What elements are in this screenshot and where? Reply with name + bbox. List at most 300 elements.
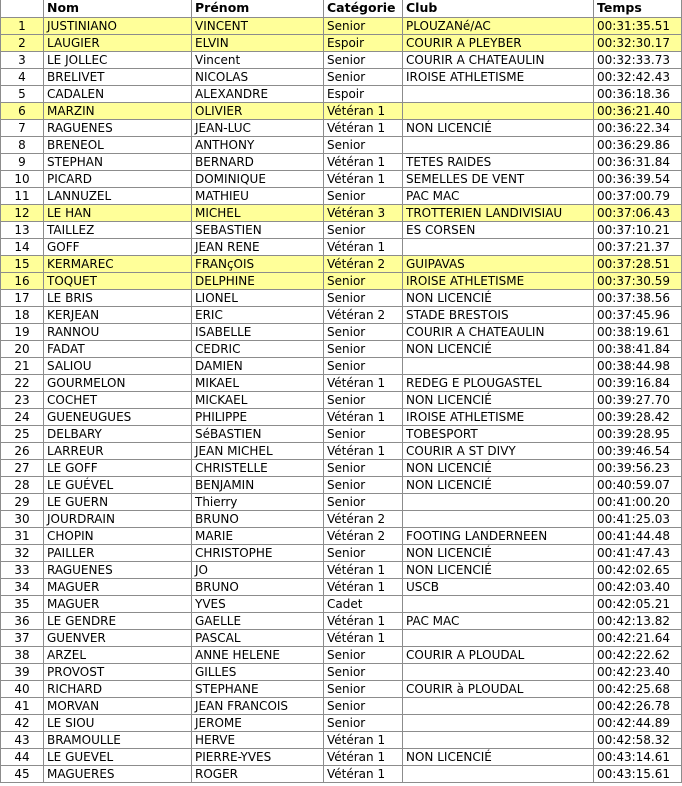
table-row xyxy=(1,136,682,153)
rank-cell: 33 xyxy=(1,561,44,578)
prenom-cell: OLIVIER xyxy=(192,102,324,119)
nom-cell: BRAMOULLE xyxy=(44,731,192,748)
nom-cell: MAGUERES xyxy=(44,765,192,782)
club-cell: IROISE ATHLETISME xyxy=(403,408,594,425)
table-row xyxy=(1,680,682,697)
nom-cell: LANNUZEL xyxy=(44,187,192,204)
rank-cell: 20 xyxy=(1,340,44,357)
prenom-cell: MATHIEU xyxy=(192,187,324,204)
categorie-cell: Vétéran 1 xyxy=(324,612,403,629)
temps-cell: 00:41:25.03 xyxy=(594,510,682,527)
table-row xyxy=(1,459,682,476)
club-cell: NON LICENCIÉ xyxy=(403,476,594,493)
prenom-cell: CHRISTOPHE xyxy=(192,544,324,561)
prenom-cell: PHILIPPE xyxy=(192,408,324,425)
club-cell xyxy=(403,629,594,646)
club-cell xyxy=(403,510,594,527)
nom-cell: COCHET xyxy=(44,391,192,408)
categorie-cell: Senior xyxy=(324,289,403,306)
nom-cell: MARZIN xyxy=(44,102,192,119)
temps-cell: 00:42:25.68 xyxy=(594,680,682,697)
categorie-cell: Senior xyxy=(324,17,403,34)
table-row xyxy=(1,646,682,663)
rank-cell: 11 xyxy=(1,187,44,204)
header-nom: Nom xyxy=(44,0,192,17)
header-rank xyxy=(1,0,44,17)
categorie-cell: Espoir xyxy=(324,34,403,51)
temps-cell: 00:41:47.43 xyxy=(594,544,682,561)
temps-cell: 00:41:00.20 xyxy=(594,493,682,510)
categorie-cell: Vétéran 2 xyxy=(324,527,403,544)
categorie-cell: Senior xyxy=(324,476,403,493)
categorie-cell: Vétéran 2 xyxy=(324,306,403,323)
rank-cell: 8 xyxy=(1,136,44,153)
temps-cell: 00:37:45.96 xyxy=(594,306,682,323)
prenom-cell: NICOLAS xyxy=(192,68,324,85)
categorie-cell: Vétéran 1 xyxy=(324,170,403,187)
rank-cell: 25 xyxy=(1,425,44,442)
temps-cell: 00:37:10.21 xyxy=(594,221,682,238)
club-cell: NON LICENCIÉ xyxy=(403,561,594,578)
prenom-cell: SEBASTIEN xyxy=(192,221,324,238)
temps-cell: 00:42:02.65 xyxy=(594,561,682,578)
rank-cell: 1 xyxy=(1,17,44,34)
table-row xyxy=(1,476,682,493)
nom-cell: KERJEAN xyxy=(44,306,192,323)
nom-cell: DELBARY xyxy=(44,425,192,442)
table-row xyxy=(1,408,682,425)
temps-cell: 00:37:30.59 xyxy=(594,272,682,289)
rank-cell: 10 xyxy=(1,170,44,187)
club-cell: COURIR A CHATEAULIN xyxy=(403,51,594,68)
rank-cell: 36 xyxy=(1,612,44,629)
prenom-cell: CHRISTELLE xyxy=(192,459,324,476)
table-row xyxy=(1,34,682,51)
club-cell: TETES RAIDES xyxy=(403,153,594,170)
prenom-cell: MICHEL xyxy=(192,204,324,221)
temps-cell: 00:32:30.17 xyxy=(594,34,682,51)
temps-cell: 00:39:28.42 xyxy=(594,408,682,425)
club-cell: NON LICENCIÉ xyxy=(403,748,594,765)
rank-cell: 31 xyxy=(1,527,44,544)
rank-cell: 12 xyxy=(1,204,44,221)
temps-cell: 00:41:44.48 xyxy=(594,527,682,544)
table-row xyxy=(1,153,682,170)
temps-cell: 00:37:21.37 xyxy=(594,238,682,255)
categorie-cell: Senior xyxy=(324,646,403,663)
table-row xyxy=(1,272,682,289)
prenom-cell: BRUNO xyxy=(192,578,324,595)
categorie-cell: Senior xyxy=(324,68,403,85)
nom-cell: LE GUÉVEL xyxy=(44,476,192,493)
categorie-cell: Senior xyxy=(324,391,403,408)
prenom-cell: GILLES xyxy=(192,663,324,680)
nom-cell: JUSTINIANO xyxy=(44,17,192,34)
prenom-cell: DOMINIQUE xyxy=(192,170,324,187)
temps-cell: 00:38:19.61 xyxy=(594,323,682,340)
club-cell: COURIR A PLOUDAL xyxy=(403,646,594,663)
rank-cell: 4 xyxy=(1,68,44,85)
table-row xyxy=(1,17,682,34)
categorie-cell: Vétéran 1 xyxy=(324,765,403,782)
categorie-cell: Senior xyxy=(324,221,403,238)
prenom-cell: GAELLE xyxy=(192,612,324,629)
nom-cell: CADALEN xyxy=(44,85,192,102)
nom-cell: PROVOST xyxy=(44,663,192,680)
table-row xyxy=(1,510,682,527)
table-row xyxy=(1,306,682,323)
nom-cell: GUENEUGUES xyxy=(44,408,192,425)
prenom-cell: ANNE HELENE xyxy=(192,646,324,663)
prenom-cell: VINCENT xyxy=(192,17,324,34)
table-row xyxy=(1,68,682,85)
prenom-cell: Thierry xyxy=(192,493,324,510)
nom-cell: KERMAREC xyxy=(44,255,192,272)
rank-cell: 39 xyxy=(1,663,44,680)
rank-cell: 43 xyxy=(1,731,44,748)
rank-cell: 28 xyxy=(1,476,44,493)
nom-cell: GOURMELON xyxy=(44,374,192,391)
rank-cell: 19 xyxy=(1,323,44,340)
results-body xyxy=(1,17,682,782)
nom-cell: SALIOU xyxy=(44,357,192,374)
nom-cell: GUENVER xyxy=(44,629,192,646)
rank-cell: 44 xyxy=(1,748,44,765)
prenom-cell: ELVIN xyxy=(192,34,324,51)
table-row xyxy=(1,255,682,272)
rank-cell: 13 xyxy=(1,221,44,238)
temps-cell: 00:39:46.54 xyxy=(594,442,682,459)
prenom-cell: DELPHINE xyxy=(192,272,324,289)
club-cell xyxy=(403,765,594,782)
prenom-cell: LIONEL xyxy=(192,289,324,306)
table-row xyxy=(1,425,682,442)
categorie-cell: Senior xyxy=(324,493,403,510)
club-cell: PLOUZANé/AC xyxy=(403,17,594,34)
temps-cell: 00:39:16.84 xyxy=(594,374,682,391)
table-row xyxy=(1,697,682,714)
rank-cell: 22 xyxy=(1,374,44,391)
temps-cell: 00:38:41.84 xyxy=(594,340,682,357)
prenom-cell: JEAN FRANCOIS xyxy=(192,697,324,714)
temps-cell: 00:42:58.32 xyxy=(594,731,682,748)
club-cell: IROISE ATHLETISME xyxy=(403,68,594,85)
rank-cell: 14 xyxy=(1,238,44,255)
nom-cell: LE GENDRE xyxy=(44,612,192,629)
nom-cell: LE GUEVEL xyxy=(44,748,192,765)
rank-cell: 23 xyxy=(1,391,44,408)
categorie-cell: Senior xyxy=(324,272,403,289)
nom-cell: LE GUERN xyxy=(44,493,192,510)
categorie-cell: Senior xyxy=(324,187,403,204)
table-row xyxy=(1,629,682,646)
table-row xyxy=(1,561,682,578)
temps-cell: 00:42:44.89 xyxy=(594,714,682,731)
categorie-cell: Senior xyxy=(324,425,403,442)
prenom-cell: HERVE xyxy=(192,731,324,748)
table-row xyxy=(1,357,682,374)
prenom-cell: STEPHANE xyxy=(192,680,324,697)
prenom-cell: ISABELLE xyxy=(192,323,324,340)
nom-cell: LE BRIS xyxy=(44,289,192,306)
categorie-cell: Vétéran 1 xyxy=(324,578,403,595)
header-club: Club xyxy=(403,0,594,17)
temps-cell: 00:36:31.84 xyxy=(594,153,682,170)
prenom-cell: ERIC xyxy=(192,306,324,323)
header-prenom: Prénom xyxy=(192,0,324,17)
club-cell xyxy=(403,731,594,748)
temps-cell: 00:37:38.56 xyxy=(594,289,682,306)
rank-cell: 41 xyxy=(1,697,44,714)
temps-cell: 00:39:56.23 xyxy=(594,459,682,476)
categorie-cell: Senior xyxy=(324,51,403,68)
club-cell: TROTTERIEN LANDIVISIAU xyxy=(403,204,594,221)
prenom-cell: BRUNO xyxy=(192,510,324,527)
table-row xyxy=(1,221,682,238)
table-row xyxy=(1,289,682,306)
club-cell xyxy=(403,136,594,153)
rank-cell: 30 xyxy=(1,510,44,527)
nom-cell: MAGUER xyxy=(44,578,192,595)
table-row xyxy=(1,493,682,510)
temps-cell: 00:42:05.21 xyxy=(594,595,682,612)
table-row xyxy=(1,119,682,136)
table-row xyxy=(1,170,682,187)
header-row xyxy=(1,0,682,17)
club-cell: USCB xyxy=(403,578,594,595)
prenom-cell: JEAN MICHEL xyxy=(192,442,324,459)
table-row xyxy=(1,340,682,357)
club-cell xyxy=(403,663,594,680)
temps-cell: 00:37:06.43 xyxy=(594,204,682,221)
club-cell xyxy=(403,85,594,102)
categorie-cell: Vétéran 1 xyxy=(324,442,403,459)
club-cell xyxy=(403,714,594,731)
nom-cell: MAGUER xyxy=(44,595,192,612)
rank-cell: 9 xyxy=(1,153,44,170)
club-cell: REDEG E PLOUGASTEL xyxy=(403,374,594,391)
rank-cell: 40 xyxy=(1,680,44,697)
rank-cell: 2 xyxy=(1,34,44,51)
rank-cell: 37 xyxy=(1,629,44,646)
nom-cell: PAILLER xyxy=(44,544,192,561)
rank-cell: 16 xyxy=(1,272,44,289)
nom-cell: LE JOLLEC xyxy=(44,51,192,68)
club-cell: NON LICENCIÉ xyxy=(403,544,594,561)
club-cell: GUIPAVAS xyxy=(403,255,594,272)
nom-cell: RANNOU xyxy=(44,323,192,340)
prenom-cell: SéBASTIEN xyxy=(192,425,324,442)
temps-cell: 00:42:13.82 xyxy=(594,612,682,629)
categorie-cell: Vétéran 1 xyxy=(324,561,403,578)
nom-cell: TOQUET xyxy=(44,272,192,289)
nom-cell: MORVAN xyxy=(44,697,192,714)
temps-cell: 00:42:26.78 xyxy=(594,697,682,714)
categorie-cell: Vétéran 1 xyxy=(324,731,403,748)
temps-cell: 00:42:21.64 xyxy=(594,629,682,646)
club-cell xyxy=(403,357,594,374)
nom-cell: GOFF xyxy=(44,238,192,255)
rank-cell: 21 xyxy=(1,357,44,374)
club-cell xyxy=(403,238,594,255)
rank-cell: 26 xyxy=(1,442,44,459)
temps-cell: 00:37:28.51 xyxy=(594,255,682,272)
categorie-cell: Senior xyxy=(324,323,403,340)
nom-cell: PICARD xyxy=(44,170,192,187)
club-cell: IROISE ATHLETISME xyxy=(403,272,594,289)
nom-cell: RICHARD xyxy=(44,680,192,697)
prenom-cell: CEDRIC xyxy=(192,340,324,357)
table-row xyxy=(1,544,682,561)
categorie-cell: Senior xyxy=(324,697,403,714)
club-cell xyxy=(403,697,594,714)
nom-cell: LAUGIER xyxy=(44,34,192,51)
categorie-cell: Vétéran 1 xyxy=(324,238,403,255)
prenom-cell: PASCAL xyxy=(192,629,324,646)
nom-cell: LE HAN xyxy=(44,204,192,221)
rank-cell: 42 xyxy=(1,714,44,731)
prenom-cell: JEAN-LUC xyxy=(192,119,324,136)
temps-cell: 00:43:15.61 xyxy=(594,765,682,782)
temps-cell: 00:40:59.07 xyxy=(594,476,682,493)
club-cell xyxy=(403,102,594,119)
prenom-cell: BENJAMIN xyxy=(192,476,324,493)
header-temps: Temps xyxy=(594,0,682,17)
table-row xyxy=(1,731,682,748)
table-row xyxy=(1,204,682,221)
temps-cell: 00:36:21.40 xyxy=(594,102,682,119)
temps-cell: 00:42:22.62 xyxy=(594,646,682,663)
club-cell: ES CORSEN xyxy=(403,221,594,238)
nom-cell: CHOPIN xyxy=(44,527,192,544)
rank-cell: 15 xyxy=(1,255,44,272)
categorie-cell: Senior xyxy=(324,459,403,476)
categorie-cell: Senior xyxy=(324,714,403,731)
nom-cell: ARZEL xyxy=(44,646,192,663)
rank-cell: 5 xyxy=(1,85,44,102)
table-row xyxy=(1,595,682,612)
table-row xyxy=(1,612,682,629)
rank-cell: 7 xyxy=(1,119,44,136)
prenom-cell: Vincent xyxy=(192,51,324,68)
club-cell: COURIR A ST DIVY xyxy=(403,442,594,459)
temps-cell: 00:39:27.70 xyxy=(594,391,682,408)
table-row xyxy=(1,714,682,731)
rank-cell: 3 xyxy=(1,51,44,68)
prenom-cell: MIKAEL xyxy=(192,374,324,391)
temps-cell: 00:38:44.98 xyxy=(594,357,682,374)
table-row xyxy=(1,663,682,680)
temps-cell: 00:37:00.79 xyxy=(594,187,682,204)
nom-cell: LE SIOU xyxy=(44,714,192,731)
prenom-cell: FRANçOIS xyxy=(192,255,324,272)
nom-cell: RAGUENES xyxy=(44,119,192,136)
table-row xyxy=(1,85,682,102)
club-cell: TOBESPORT xyxy=(403,425,594,442)
temps-cell: 00:39:28.95 xyxy=(594,425,682,442)
prenom-cell: ALEXANDRE xyxy=(192,85,324,102)
club-cell: NON LICENCIÉ xyxy=(403,340,594,357)
categorie-cell: Vétéran 1 xyxy=(324,153,403,170)
temps-cell: 00:42:03.40 xyxy=(594,578,682,595)
categorie-cell: Espoir xyxy=(324,85,403,102)
table-row xyxy=(1,765,682,782)
prenom-cell: JEAN RENE xyxy=(192,238,324,255)
club-cell xyxy=(403,493,594,510)
club-cell xyxy=(403,595,594,612)
prenom-cell: YVES xyxy=(192,595,324,612)
club-cell: COURIR à PLOUDAL xyxy=(403,680,594,697)
temps-cell: 00:43:14.61 xyxy=(594,748,682,765)
nom-cell: TAILLEZ xyxy=(44,221,192,238)
rank-cell: 18 xyxy=(1,306,44,323)
club-cell: SEMELLES DE VENT xyxy=(403,170,594,187)
club-cell: COURIR A PLEYBER xyxy=(403,34,594,51)
rank-cell: 6 xyxy=(1,102,44,119)
categorie-cell: Vétéran 1 xyxy=(324,374,403,391)
table-row xyxy=(1,238,682,255)
categorie-cell: Vétéran 1 xyxy=(324,102,403,119)
table-row xyxy=(1,51,682,68)
nom-cell: BRENEOL xyxy=(44,136,192,153)
temps-cell: 00:36:29.86 xyxy=(594,136,682,153)
categorie-cell: Vétéran 1 xyxy=(324,748,403,765)
nom-cell: LE GOFF xyxy=(44,459,192,476)
categorie-cell: Vétéran 1 xyxy=(324,408,403,425)
temps-cell: 00:31:35.51 xyxy=(594,17,682,34)
rank-cell: 29 xyxy=(1,493,44,510)
categorie-cell: Vétéran 2 xyxy=(324,255,403,272)
categorie-cell: Vétéran 2 xyxy=(324,510,403,527)
table-row xyxy=(1,527,682,544)
categorie-cell: Cadet xyxy=(324,595,403,612)
categorie-cell: Senior xyxy=(324,136,403,153)
club-cell: PAC MAC xyxy=(403,187,594,204)
prenom-cell: JEROME xyxy=(192,714,324,731)
categorie-cell: Senior xyxy=(324,340,403,357)
club-cell: NON LICENCIÉ xyxy=(403,119,594,136)
nom-cell: STEPHAN xyxy=(44,153,192,170)
prenom-cell: BERNARD xyxy=(192,153,324,170)
temps-cell: 00:36:39.54 xyxy=(594,170,682,187)
rank-cell: 24 xyxy=(1,408,44,425)
temps-cell: 00:42:23.40 xyxy=(594,663,682,680)
rank-cell: 35 xyxy=(1,595,44,612)
prenom-cell: JO xyxy=(192,561,324,578)
table-row xyxy=(1,374,682,391)
table-row xyxy=(1,187,682,204)
club-cell: STADE BRESTOIS xyxy=(403,306,594,323)
table-row xyxy=(1,748,682,765)
rank-cell: 34 xyxy=(1,578,44,595)
categorie-cell: Senior xyxy=(324,357,403,374)
rank-cell: 27 xyxy=(1,459,44,476)
temps-cell: 00:32:33.73 xyxy=(594,51,682,68)
nom-cell: BRELIVET xyxy=(44,68,192,85)
categorie-cell: Vétéran 3 xyxy=(324,204,403,221)
nom-cell: FADAT xyxy=(44,340,192,357)
club-cell: NON LICENCIÉ xyxy=(403,459,594,476)
categorie-cell: Senior xyxy=(324,663,403,680)
rank-cell: 17 xyxy=(1,289,44,306)
temps-cell: 00:36:22.34 xyxy=(594,119,682,136)
prenom-cell: PIERRE-YVES xyxy=(192,748,324,765)
table-row xyxy=(1,102,682,119)
categorie-cell: Vétéran 1 xyxy=(324,629,403,646)
table-row xyxy=(1,442,682,459)
categorie-cell: Senior xyxy=(324,680,403,697)
categorie-cell: Senior xyxy=(324,544,403,561)
